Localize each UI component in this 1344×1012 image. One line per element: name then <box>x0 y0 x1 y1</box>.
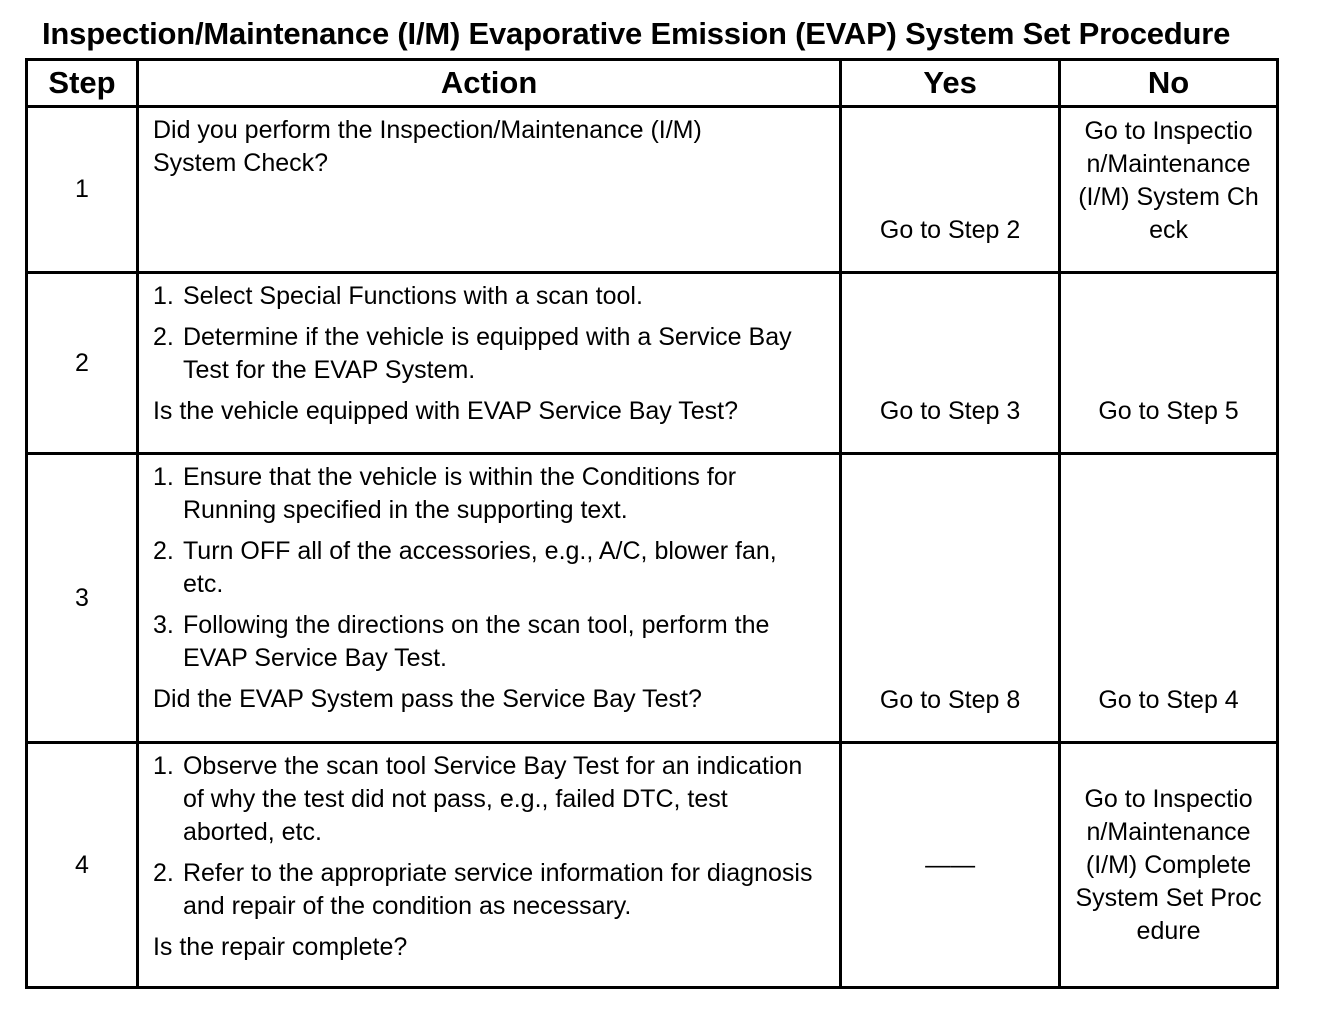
header-no: No <box>1060 60 1278 107</box>
table-row <box>27 454 1278 743</box>
yes-cell: Go to Step 8 <box>841 454 1060 743</box>
action-cell <box>137 273 840 454</box>
item-number: 1. <box>152 463 174 491</box>
step-number: 3 <box>27 454 138 743</box>
yes-cell: Go to Step 2 <box>841 107 1060 273</box>
action-question: Did the EVAP System pass the Service Bay Test? <box>152 685 702 713</box>
action-cell <box>137 107 840 273</box>
action-list <box>153 750 825 923</box>
action-cell <box>137 743 840 988</box>
action-question: Is the vehicle equipped with EVAP Service Bay Test? <box>152 397 739 425</box>
action-list-item <box>153 321 825 387</box>
no-cell: Go to Step 4 <box>1060 454 1278 743</box>
item-text: Ensure that the vehicle is within the Conditions for Running specified in the supporting text. <box>182 463 737 524</box>
action-list-item <box>153 857 825 923</box>
item-text: Refer to the appropriate service information for diagnosis and repair of the condition as necessary. <box>182 859 813 920</box>
item-number: 1. <box>152 752 174 780</box>
no-cell: Go to Step 5 <box>1060 273 1278 454</box>
header-yes: Yes <box>841 60 1060 107</box>
table-row <box>27 107 1278 273</box>
procedure-table <box>25 58 1279 989</box>
item-text: Following the directions on the scan tool, perform the EVAP Service Bay Test. <box>182 611 770 672</box>
item-number: 1. <box>152 282 174 310</box>
action-question: Did you perform the Inspection/Maintenance (I/M) System Check? <box>152 116 702 177</box>
yes-cell: Go to Step 3 <box>841 273 1060 454</box>
table-header-row <box>27 60 1278 107</box>
item-number: 2. <box>152 323 174 351</box>
item-number: 3. <box>152 611 174 639</box>
action-list-item <box>153 609 825 675</box>
action-list <box>153 280 825 387</box>
item-text: Determine if the vehicle is equipped with a Service Bay Test for the EVAP System. <box>182 323 792 384</box>
step-number: 1 <box>27 107 138 273</box>
header-step: Step <box>27 60 138 107</box>
header-action: Action <box>137 60 840 107</box>
table-row <box>27 743 1278 988</box>
action-list-item <box>153 535 825 601</box>
step-number: 2 <box>27 273 138 454</box>
item-number: 2. <box>152 859 174 887</box>
table-row <box>27 273 1278 454</box>
action-list-item <box>153 280 825 313</box>
action-list-item <box>153 750 825 849</box>
action-question: Is the repair complete? <box>152 933 408 961</box>
item-text: Select Special Functions with a scan tool. <box>182 282 643 310</box>
action-list-item <box>153 461 825 527</box>
action-cell <box>137 454 840 743</box>
item-text: Turn OFF all of the accessories, e.g., A/C, blower fan, etc. <box>182 537 777 598</box>
item-text: Observe the scan tool Service Bay Test for an indication of why the test did not pass, e.g., failed DTC, test aborted, etc. <box>182 752 803 846</box>
no-cell: Go to Inspection/Maintenance (I/M) Complete System Set Procedure <box>1060 743 1278 988</box>
step-number: 4 <box>27 743 138 988</box>
yes-cell: —— <box>841 743 1060 988</box>
no-cell: Go to Inspection/Maintenance (I/M) System Check <box>1060 107 1278 273</box>
action-list <box>153 461 825 675</box>
item-number: 2. <box>152 537 174 565</box>
document-title: Inspection/Maintenance (I/M) Evaporative Emission (EVAP) System Set Procedure <box>42 16 1231 51</box>
